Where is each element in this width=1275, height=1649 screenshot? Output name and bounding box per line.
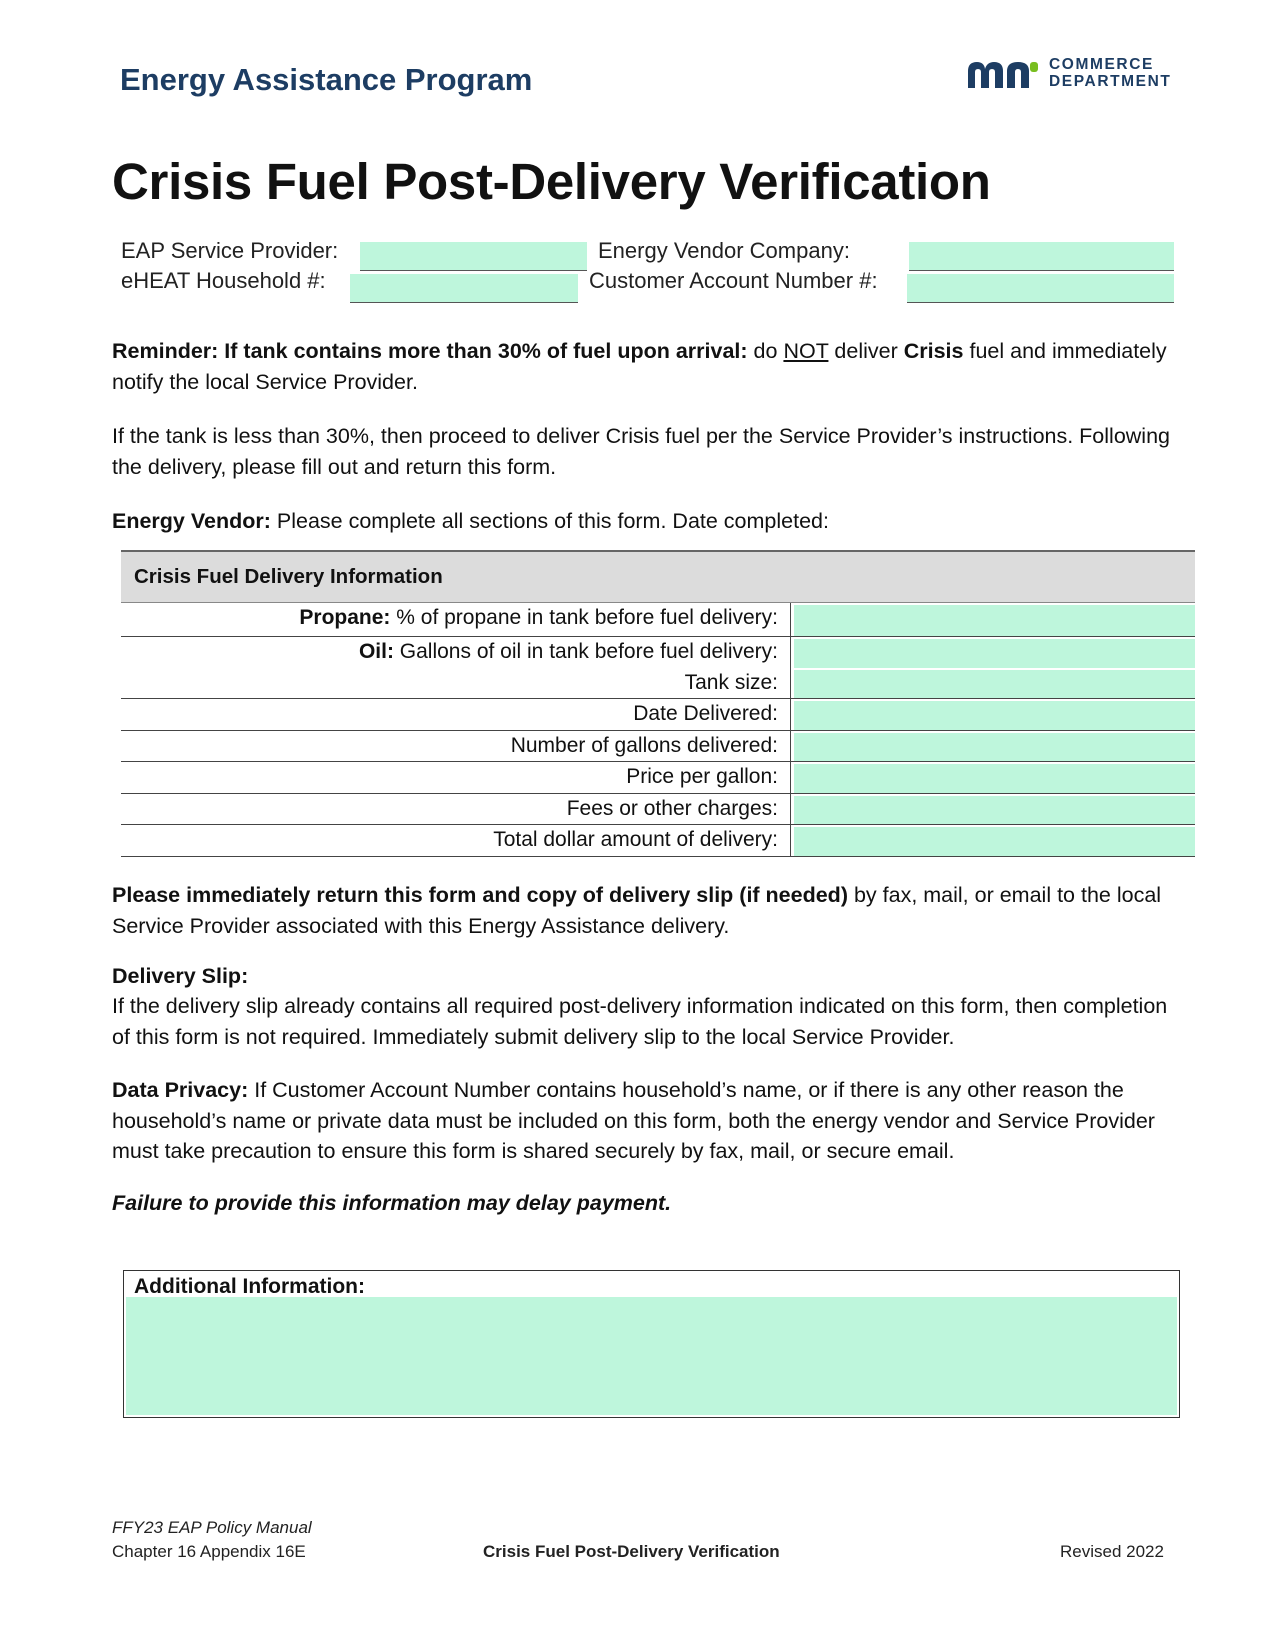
table-heading: Crisis Fuel Delivery Information [121, 552, 1195, 603]
logo-text-commerce: COMMERCE [1049, 56, 1154, 73]
table-row-oil [121, 637, 1195, 668]
vendor-bold: Energy Vendor: [112, 509, 271, 533]
propane-percent-field[interactable] [794, 605, 1195, 636]
date-delivered-field[interactable] [794, 701, 1195, 730]
oil-label [121, 637, 791, 668]
energy-vendor-label: Energy Vendor Company: [598, 238, 850, 263]
table-row-date-delivered [121, 699, 1195, 731]
eap-provider-field[interactable] [360, 242, 587, 271]
oil-gallons-field[interactable] [794, 639, 1195, 668]
data-privacy-paragraph [112, 1075, 1187, 1167]
oil-rest: Gallons of oil in tank before fuel delivery: [393, 640, 778, 663]
table-row-fees [121, 794, 1195, 826]
return-paragraph [112, 880, 1187, 941]
vendor-rest: Please complete all sections of this form. Date completed: [270, 509, 829, 533]
footer-title: Crisis Fuel Post-Delivery Verification [483, 1542, 780, 1561]
energy-vendor-field[interactable] [909, 242, 1174, 271]
additional-info-box [123, 1270, 1180, 1418]
reminder-crisis: Crisis [903, 339, 964, 363]
proceed-paragraph: If the tank is less than 30%, then proceed to deliver Crisis fuel per the Service Provider’s instructions. Following the delivery, please fill out and return this form. [112, 424, 1170, 479]
reminder-paragraph [112, 336, 1187, 397]
eheat-household-field[interactable] [350, 274, 578, 303]
reminder-text-2: deliver [828, 339, 904, 363]
propane-label [121, 603, 791, 636]
footer-manual: FFY23 EAP Policy Manual [112, 1518, 312, 1537]
footer-chapter: Chapter 16 Appendix 16E [112, 1542, 306, 1561]
table-row-tank-size [121, 668, 1195, 700]
tank-size-field[interactable] [794, 670, 1195, 699]
propane-rest: % of propane in tank before fuel delivery: [390, 606, 778, 629]
commerce-logo [966, 56, 1186, 96]
total-amount-field[interactable] [794, 827, 1195, 856]
table-row-total [121, 825, 1195, 857]
date-delivered-label: Date Delivered: [121, 699, 791, 730]
footer-revised: Revised 2022 [1060, 1542, 1164, 1561]
fees-label: Fees or other charges: [121, 794, 791, 825]
failure-warning: Failure to provide this information may delay payment. [112, 1191, 672, 1215]
additional-info-label: Additional Information: [134, 1275, 365, 1298]
vendor-instruction [112, 506, 1187, 537]
mn-logo-icon [966, 58, 1042, 90]
eheat-label: eHEAT Household #: [121, 268, 326, 293]
total-amount-label: Total dollar amount of delivery: [121, 825, 791, 856]
document-title: Crisis Fuel Post-Delivery Verification [112, 153, 991, 210]
reminder-not: NOT [783, 339, 829, 363]
price-per-gallon-field[interactable] [794, 764, 1195, 793]
reminder-bold: Reminder: If tank contains more than 30% of fuel upon arrival: [112, 339, 748, 363]
propane-bold: Propane: [299, 606, 391, 629]
oil-bold: Oil: [358, 640, 394, 663]
logo-text-department: DEPARTMENT [1049, 73, 1172, 90]
additional-info-field[interactable] [126, 1297, 1177, 1415]
reminder-text-3: fuel and immediately notify the local Service Provider. [112, 339, 1167, 394]
return-rest: by fax, mail, or email to the local Service Provider associated with this Energy Assistance delivery. [112, 883, 1162, 938]
gallons-delivered-label: Number of gallons delivered: [121, 731, 791, 762]
fees-field[interactable] [794, 796, 1195, 825]
return-bold: Please immediately return this form and copy of delivery slip (if needed) [112, 883, 848, 907]
privacy-rest: If Customer Account Number contains household’s name, or if there is any other reason the household’s name or private data must be included on this form, both the energy vendor and Service Provider must take precaution to ensure this form is shared securely by fax, mail, or secure email. [112, 1078, 1155, 1163]
delivery-slip-bold: Delivery Slip: [112, 964, 249, 988]
program-title: Energy Assistance Program [120, 62, 533, 97]
customer-account-label: Customer Account Number #: [589, 268, 878, 293]
table-row-price [121, 762, 1195, 794]
delivery-info-table [121, 550, 1195, 857]
gallons-delivered-field[interactable] [794, 733, 1195, 762]
table-row-gallons [121, 731, 1195, 763]
eap-provider-label: EAP Service Provider: [121, 238, 339, 263]
tank-size-label: Tank size: [121, 668, 791, 699]
reminder-text-1: do [747, 339, 784, 363]
delivery-slip-heading [112, 961, 1187, 992]
table-row-propane [121, 603, 1195, 637]
customer-account-field[interactable] [907, 274, 1174, 303]
price-per-gallon-label: Price per gallon: [121, 762, 791, 793]
delivery-slip-text: If the delivery slip already contains all required post-delivery information indicated on this form, then completion of this form is not required. Immediately submit delivery slip to the local Service Provider. [112, 994, 1168, 1049]
privacy-bold: Data Privacy: [112, 1078, 249, 1102]
